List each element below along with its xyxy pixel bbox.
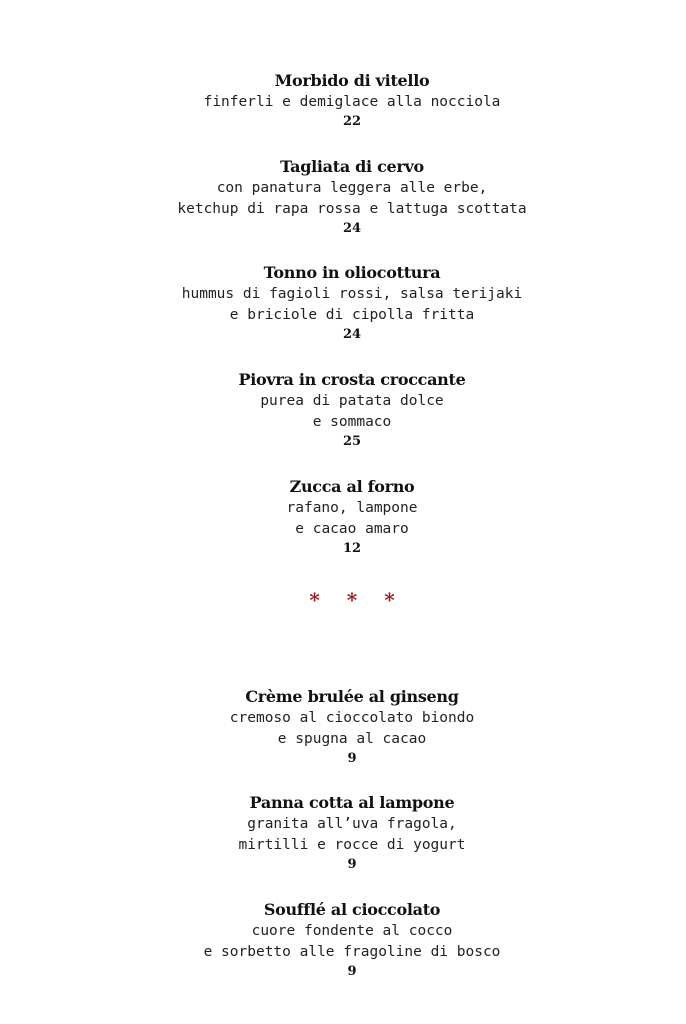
dish-price: 24 — [342, 327, 362, 342]
dish-price: 9 — [347, 751, 357, 766]
dish-description-line: e sorbetto alle fragoline di bosco — [203, 944, 501, 960]
dish-price: 9 — [347, 964, 357, 979]
dish-description-line: e cacao amaro — [295, 521, 409, 537]
dish-price: 24 — [342, 221, 362, 236]
dish-price: 22 — [342, 114, 362, 129]
dish-description-line: e spugna al cacao — [277, 731, 427, 747]
dish-description-line: e briciole di cipolla fritta — [229, 307, 475, 323]
menu-item — [18, 262, 686, 344]
dish-name: Soufflé al cioccolato — [263, 900, 441, 919]
menu-item — [18, 156, 686, 238]
dish-name: Zucca al forno — [289, 477, 415, 496]
dish-price: 9 — [347, 857, 357, 872]
menu-item — [18, 476, 686, 558]
dish-description-line: granita all’uva fragola, — [247, 816, 457, 832]
dish-name: Tonno in oliocottura — [263, 263, 441, 282]
menu-item — [18, 70, 686, 131]
dish-name: Tagliata di cervo — [280, 157, 424, 176]
dish-name: Piovra in crosta croccante — [238, 370, 466, 389]
dish-description-line: purea di patata dolce — [260, 393, 444, 409]
menu-item — [18, 686, 686, 768]
dish-description-line: finferli e demiglace alla nocciola — [203, 94, 501, 110]
dish-description-line: mirtilli e rocce di yogurt — [238, 837, 466, 853]
menu-item — [18, 792, 686, 874]
dish-description-line: e sommaco — [312, 414, 392, 430]
section-divider: * * * — [309, 588, 405, 612]
dish-description-line: cuore fondente al cocco — [251, 923, 453, 939]
menu-item — [18, 369, 686, 451]
dish-description-line: cremoso al cioccolato biondo — [229, 710, 475, 726]
dish-price: 12 — [342, 541, 362, 556]
dish-name: Panna cotta al lampone — [249, 793, 455, 812]
dish-description-line: rafano, lampone — [286, 500, 418, 516]
dish-name: Crème brulée al ginseng — [245, 687, 459, 706]
dish-description-line: hummus di fagioli rossi, salsa terijaki — [181, 286, 523, 302]
dish-description-line: ketchup di rapa rossa e lattuga scottata — [177, 201, 527, 217]
menu-item — [18, 899, 686, 981]
dish-price: 25 — [342, 434, 362, 449]
dish-name: Morbido di vitello — [274, 71, 430, 90]
dish-description-line: con panatura leggera alle erbe, — [216, 180, 488, 196]
